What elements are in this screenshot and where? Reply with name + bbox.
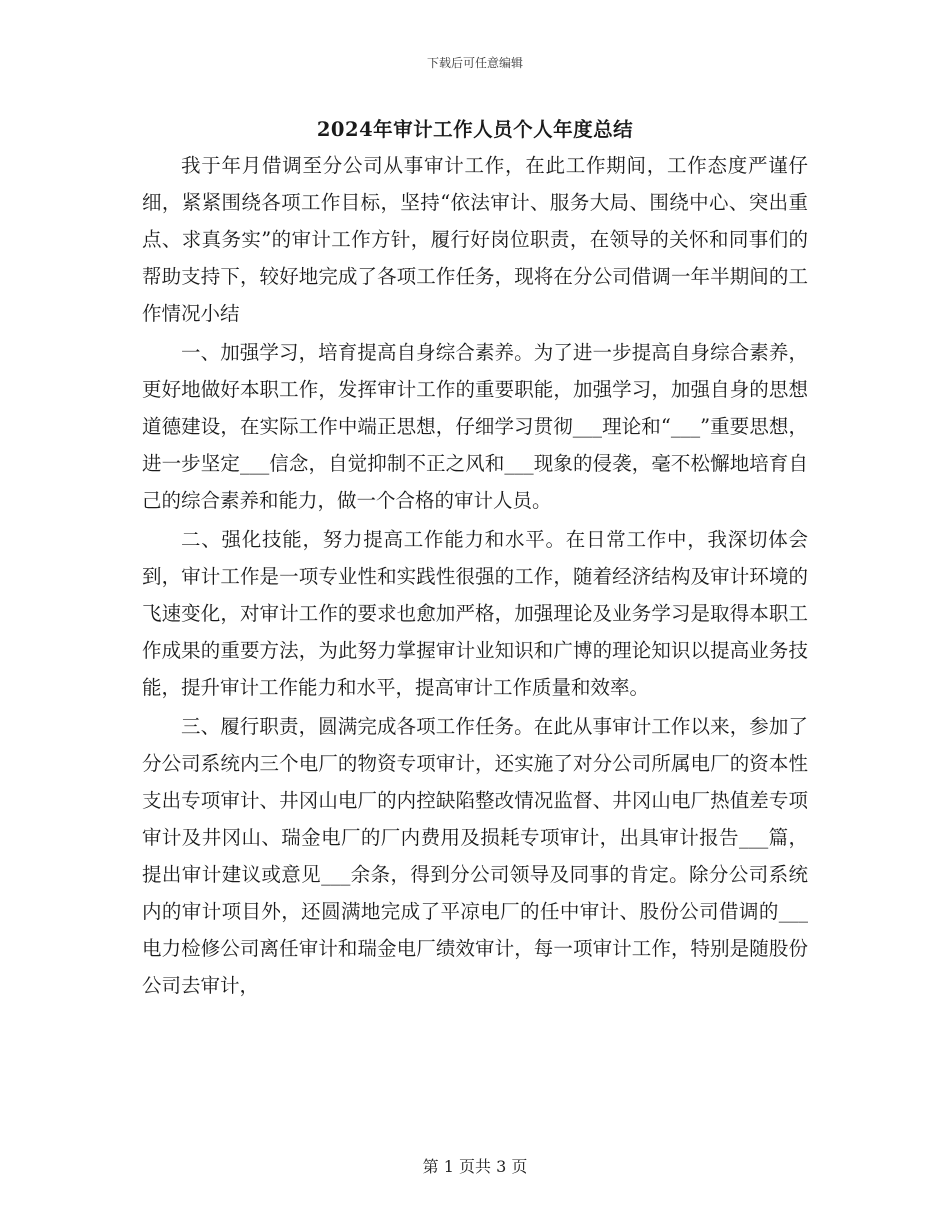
paragraph-section-2: 二、强化技能，努力提高工作能力和水平。在日常工作中，我深切体会到，审计工作是一项专业性和实践性很强的工作，随着经济结构及审计环境的飞速变化，对审计工作的要求也愈加严格，加强理论及业务学习是取得本职工作成果的重要方法，为此努力掌握审计业知识和广博的理论知识以提高业务技能，提升审计工作能力和水平，提高审计工作质量和效率。 xyxy=(142,528,808,699)
paragraph-section-1: 一、加强学习，培育提高自身综合素养。为了进一步提高自身综合素养，更好地做好本职工作，发挥审计工作的重要职能，加强学习，加强自身的思想道德建设，在实际工作中端正思想，仔细学习贯彻___理论和“___”重要思想，进一步坚定___信念，自觉抑制不正之风和___现象的侵袭，毫不松懈地培育自己的综合素养和能力，做一个合格的审计人员。 xyxy=(142,341,808,512)
paragraph-section-3: 三、履行职责，圆满完成各项工作任务。在此从事审计工作以来，参加了分公司系统内三个电厂的物资专项审计，还实施了对分公司所属电厂的资本性支出专项审计、井冈山电厂的内控缺陷整改情况监督、井冈山电厂热值差专项审计及井冈山、瑞金电厂的厂内费用及损耗专项审计，出具审计报告___篇，提出审计建议或意见___余条，得到分公司领导及同事的肯定。除分公司系统内的审计项目外，还圆满地完成了平凉电厂的任中审计、股份公司借调的___电力检修公司离任审计和瑞金电厂绩效审计，每一项审计工作，特别是随股份公司去审计， xyxy=(142,715,808,997)
document-body xyxy=(142,147,808,1006)
document-title: 2024年审计工作人员个人年度总结 xyxy=(316,118,634,141)
page-number-footer: 第 1 页共 3 页 xyxy=(422,1157,528,1176)
header-note: 下载后可任意编辑 xyxy=(426,56,523,70)
paragraph-intro: 我于年月借调至分公司从事审计工作，在此工作期间，工作态度严谨仔细，紧紧围绕各项工作目标，坚持“依法审计、服务大局、围绕中心、突出重点、求真务实”的审计工作方针，履行好岗位职责，在领导的关怀和同事们的帮助支持下，较好地完成了各项工作任务，现将在分公司借调一年半期间的工作情况小结 xyxy=(142,154,808,325)
